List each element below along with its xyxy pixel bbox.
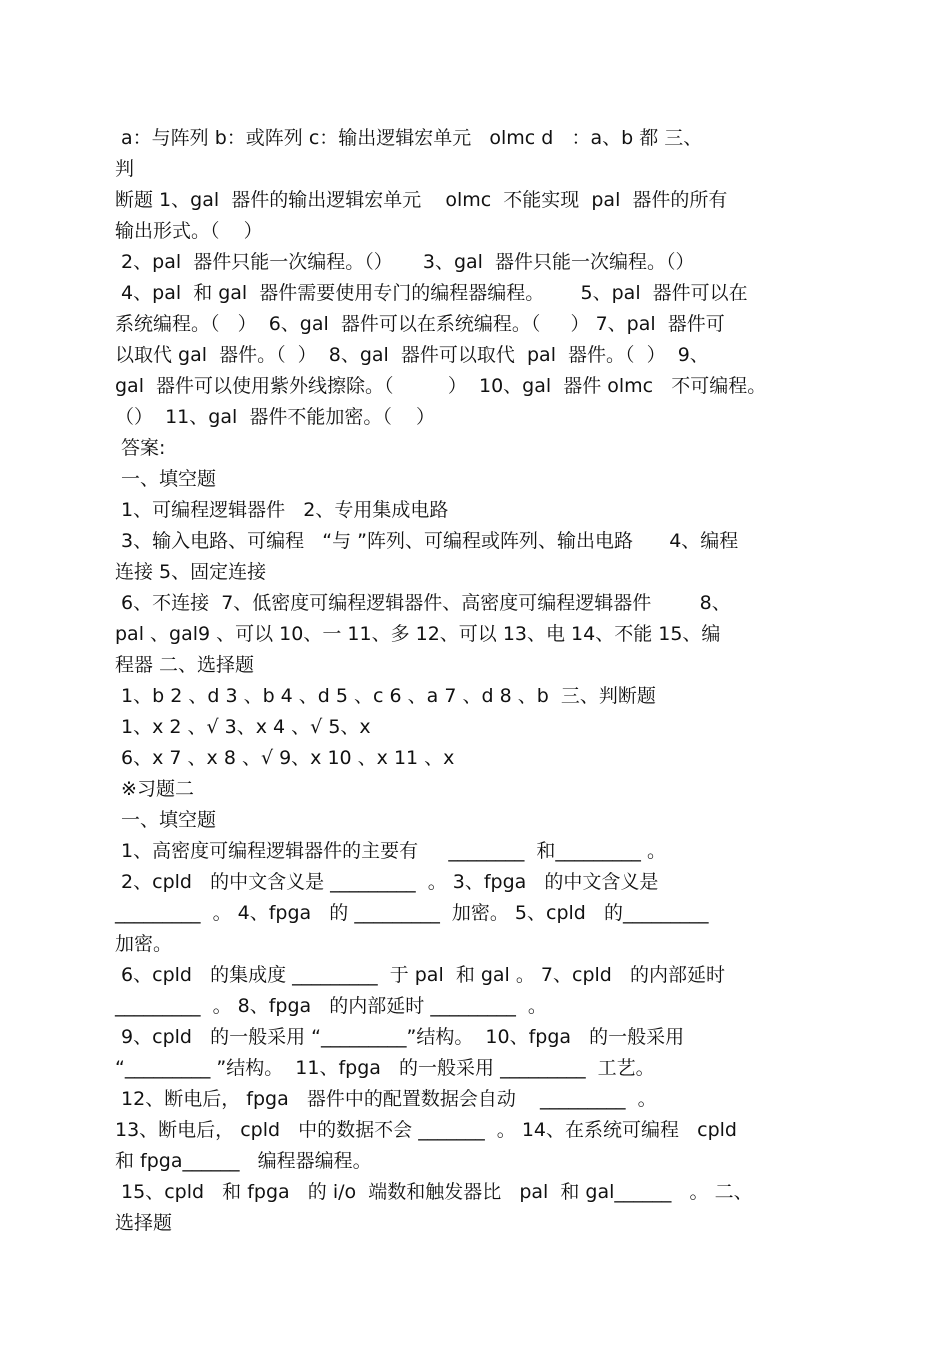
text-line: （） 11、gal 器件不能加密。（ ）	[115, 406, 435, 428]
text-line: 系统编程。（ ） 6、gal 器件可以在系统编程。（ ） 7、pal 器件可	[115, 313, 725, 335]
text-line: 12、断电后， fpga 器件中的配置数据会自动 _________ 。	[115, 1088, 657, 1110]
exercise-heading: ※习题二	[115, 778, 194, 800]
text-line: 9、cpld 的一般采用 “_________”结构。 10、fpga 的一般采用	[115, 1026, 685, 1048]
text-line: 6、cpld 的集成度 _________ 于 pal 和 gal 。 7、cpld 的内部延时	[115, 964, 725, 986]
text-line: a：与阵列 b：或阵列 c：输出逻辑宏单元 olmc d ：a、b 都 三、	[115, 127, 703, 149]
text-line: 1、b 2 、d 3 、b 4 、d 5 、c 6 、a 7 、d 8 、b 三、判断题	[115, 685, 656, 707]
text-line: 6、不连接 7、低密度可编程逻辑器件、高密度可编程逻辑器件 8、	[115, 592, 731, 614]
text-line: _________ 。 4、fpga 的 _________ 加密。 5、cpld 的_________	[115, 902, 709, 924]
text-line: gal 器件可以使用紫外线擦除。（ ） 10、gal 器件 olmc 不可编程。	[115, 375, 767, 397]
text-line: “_________ ”结构。 11、fpga 的一般采用 _________ 工艺。	[115, 1057, 655, 1079]
text-line: 1、可编程逻辑器件 2、专用集成电路	[115, 499, 449, 521]
text-line: 1、x 2 、√ 3、x 4 、√ 5、x	[115, 716, 371, 738]
text-line: 6、x 7 、x 8 、√ 9、x 10 、x 11 、x	[115, 747, 455, 769]
text-line: 加密。	[115, 933, 173, 955]
text-line: _________ 。 8、fpga 的内部延时 _________ 。	[115, 995, 547, 1017]
section-heading: 一、填空题	[115, 468, 217, 490]
text-line: 输出形式。（ ）	[115, 220, 263, 242]
text-line: 选择题	[115, 1212, 173, 1234]
text-line: 2、cpld 的中文含义是 _________ 。 3、fpga 的中文含义是	[115, 871, 659, 893]
text-line: 连接 5、固定连接	[115, 561, 267, 583]
text-line: 判	[115, 158, 135, 180]
text-line: 15、cpld 和 fpga 的 i/o 端数和触发器比 pal 和 gal______ 。 二、	[115, 1181, 753, 1203]
text-line: 以取代 gal 器件。（ ） 8、gal 器件可以取代 pal 器件。（ ） 9、	[115, 344, 709, 366]
text-line: 断题 1、gal 器件的输出逻辑宏单元 olmc 不能实现 pal 器件的所有	[115, 189, 728, 211]
text-line: pal 、gal9 、可以 10、一 11、多 12、可以 13、电 14、不能 15、编	[115, 623, 721, 645]
answer-heading: 答案:	[115, 437, 166, 459]
text-line: 1、高密度可编程逻辑器件的主要有 ________ 和_________ 。	[115, 840, 666, 862]
text-line: 程器 二、选择题	[115, 654, 255, 676]
document-page	[115, 123, 855, 1239]
section-heading: 一、填空题	[115, 809, 217, 831]
text-line: 13、断电后， cpld 中的数据不会 _______ 。 14、在系统可编程 cpld	[115, 1119, 737, 1141]
text-line: 和 fpga______ 编程器编程。	[115, 1150, 372, 1172]
text-line: 2、pal 器件只能一次编程。（） 3、gal 器件只能一次编程。（）	[115, 251, 695, 273]
text-line: 4、pal 和 gal 器件需要使用专门的编程器编程。 5、pal 器件可以在	[115, 282, 748, 304]
text-line: 3、输入电路、可编程 “与 ”阵列、可编程或阵列、输出电路 4、编程	[115, 530, 739, 552]
